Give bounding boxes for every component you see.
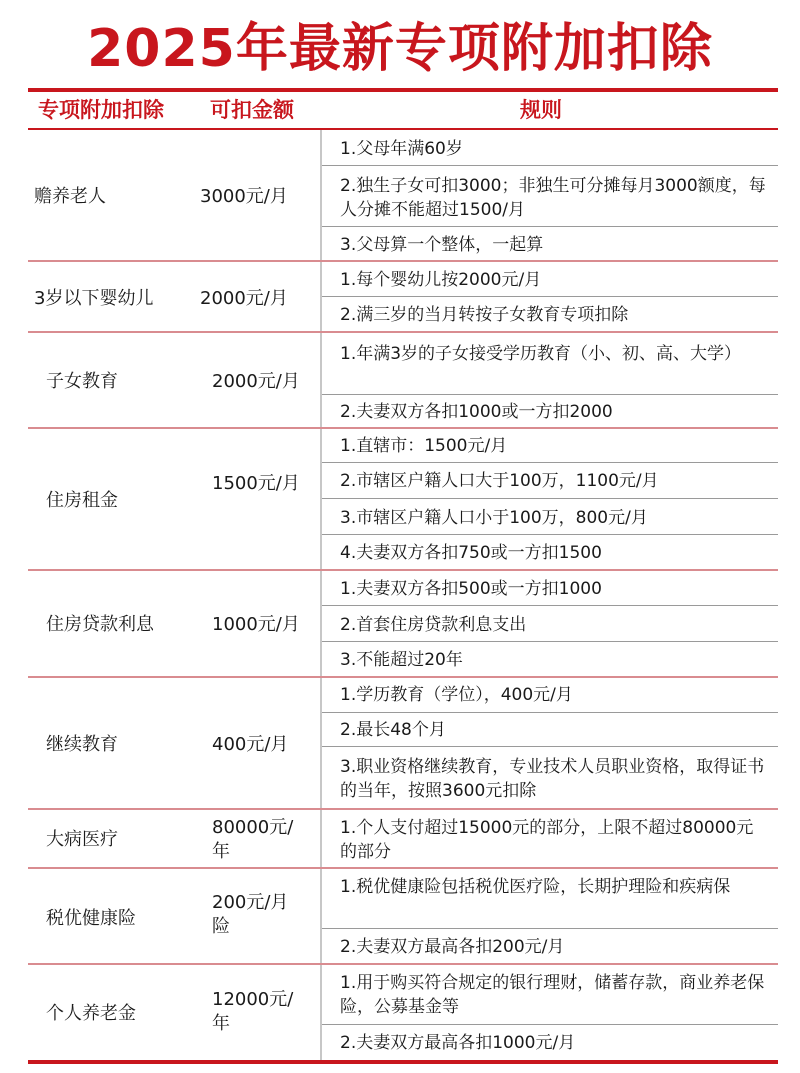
row-name: 继续教育: [46, 734, 118, 755]
row-amount: 12000元/年: [212, 989, 294, 1034]
header-category: 专项附加扣除: [38, 98, 164, 122]
rule-item: 1.夫妻双方各扣500或一方扣1000: [340, 579, 602, 599]
row-divider: [28, 569, 778, 571]
row-amount: 3000元/月: [200, 186, 288, 207]
rule-item: 3.市辖区户籍人口小于100万，800元/月: [340, 508, 648, 528]
rule-divider: [322, 928, 778, 929]
rule-item: 4.夫妻双方各扣750或一方扣1500: [340, 543, 602, 563]
row-divider: [28, 676, 778, 678]
rule-item: 1.每个婴幼儿按2000元/月: [340, 270, 542, 290]
row-name: 3岁以下婴幼儿: [34, 288, 154, 309]
rule-item: 3.职业资格继续教育，专业技术人员职业资格，取得证书的当年，按照3600元扣除: [340, 757, 765, 801]
row-name: 住房租金: [46, 490, 118, 511]
row-name: 税优健康险: [46, 908, 136, 929]
header-amount: 可扣金额: [210, 98, 294, 122]
rule-divider: [322, 712, 778, 713]
rule-item: 1.父母年满60岁: [340, 139, 463, 159]
row-amount: 200元/月险: [212, 892, 289, 937]
rule-divider: [322, 746, 778, 747]
row-divider: [28, 963, 778, 965]
row-divider: [28, 867, 778, 869]
row-name: 子女教育: [46, 371, 118, 392]
rule-item: 2.独生子女可扣3000；非独生可分摊每月3000额度，每人分摊不能超过1500/月: [340, 176, 766, 220]
row-name: 赡养老人: [34, 186, 106, 207]
rule-divider: [322, 534, 778, 535]
rule-divider: [322, 296, 778, 297]
rule-item: 2.夫妻双方最高各扣200元/月: [340, 937, 565, 957]
rule-item: 2.满三岁的当月转按子女教育专项扣除: [340, 305, 629, 325]
row-name: 住房贷款利息: [46, 614, 154, 635]
rule-item: 1.用于购买符合规定的银行理财，储蓄存款，商业养老保险，公募基金等: [340, 973, 765, 1017]
rule-item: 2.夫妻双方最高各扣1000元/月: [340, 1033, 576, 1053]
row-name: 大病医疗: [46, 829, 118, 850]
rule-divider: [322, 1024, 778, 1025]
rule-item: 2.夫妻双方各扣1000或一方扣2000: [340, 402, 613, 422]
row-amount: 2000元/月: [212, 371, 300, 392]
row-amount: 80000元/年: [212, 817, 294, 862]
top-rule: [28, 88, 778, 92]
rule-divider: [322, 462, 778, 463]
rule-item: 3.父母算一个整体，一起算: [340, 235, 544, 255]
rule-divider: [322, 226, 778, 227]
rule-item: 3.不能超过20年: [340, 650, 463, 670]
row-divider: [28, 427, 778, 429]
rule-divider: [322, 498, 778, 499]
row-divider: [28, 260, 778, 262]
rule-item: 1.年满3岁的子女接受学历教育（小、初、高、大学）: [340, 344, 742, 364]
rule-item: 1.个人支付超过15000元的部分，上限不超过80000元的部分: [340, 818, 754, 862]
bottom-rule: [28, 1060, 778, 1064]
rule-divider: [322, 641, 778, 642]
rule-item: 2.最长48个月: [340, 720, 446, 740]
header-divider: [28, 128, 778, 130]
row-divider: [28, 331, 778, 333]
rule-item: 2.市辖区户籍人口大于100万，1100元/月: [340, 471, 659, 491]
rule-item: 1.税优健康险包括税优医疗险，长期护理险和疾病保: [340, 877, 731, 897]
row-amount: 2000元/月: [200, 288, 288, 309]
rule-item: 2.首套住房贷款利息支出: [340, 615, 527, 635]
rule-item: 1.直辖市：1500元/月: [340, 436, 508, 456]
rule-divider: [322, 605, 778, 606]
header-rules: 规则: [520, 98, 562, 122]
rule-divider: [322, 394, 778, 395]
row-amount: 400元/月: [212, 734, 289, 755]
rule-item: 1.学历教育（学位），400元/月: [340, 685, 573, 705]
column-divider: [320, 130, 322, 1060]
row-name: 个人养老金: [46, 1003, 136, 1024]
row-amount: 1000元/月: [212, 614, 300, 635]
row-divider: [28, 808, 778, 810]
rule-divider: [322, 165, 778, 166]
page-title: 2025年最新专项附加扣除: [87, 19, 713, 79]
row-amount: 1500元/月: [212, 473, 300, 494]
